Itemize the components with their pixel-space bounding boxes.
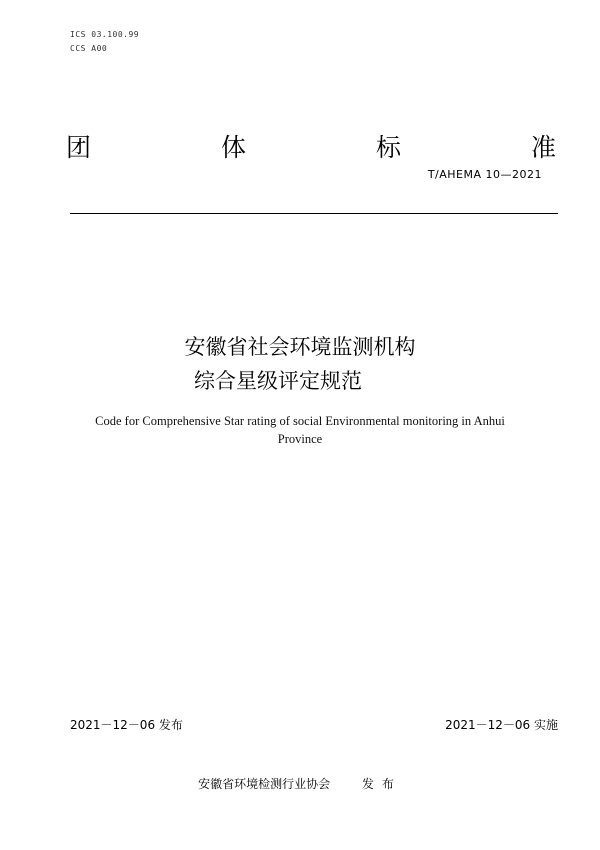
ccs-code: CCS A00: [70, 44, 108, 53]
ics-code: ICS 03.100.99: [70, 30, 140, 39]
standard-type-char: 准: [530, 133, 556, 162]
standard-type-char: 体: [220, 133, 246, 162]
standard-type-char: 标: [375, 133, 401, 162]
document-title-en: [60, 412, 540, 448]
issue-date: 2021－12－06 发布: [70, 718, 183, 732]
header-divider: [70, 213, 558, 214]
document-title-cn: [0, 330, 600, 398]
publisher-line: [0, 775, 600, 792]
title-cn-line-1: 安徽省社会环境监测机构: [184, 335, 416, 359]
standard-code: T/AHEMA 10—2021: [427, 168, 542, 181]
publisher-action: 发布: [361, 777, 402, 791]
implementation-date: 2021－12－06 实施: [445, 718, 558, 732]
standard-type-char: 团: [66, 133, 92, 162]
standard-type-heading: [66, 132, 556, 164]
title-cn-line-2: 综合星级评定规范: [194, 369, 362, 393]
publisher-organization: 安徽省环境检测行业协会: [198, 777, 331, 791]
title-en-line-1: Code for Comprehensive Star rating of social Environmental monitoring in Anhui: [95, 414, 505, 428]
title-en-line-2: Province: [277, 432, 323, 446]
